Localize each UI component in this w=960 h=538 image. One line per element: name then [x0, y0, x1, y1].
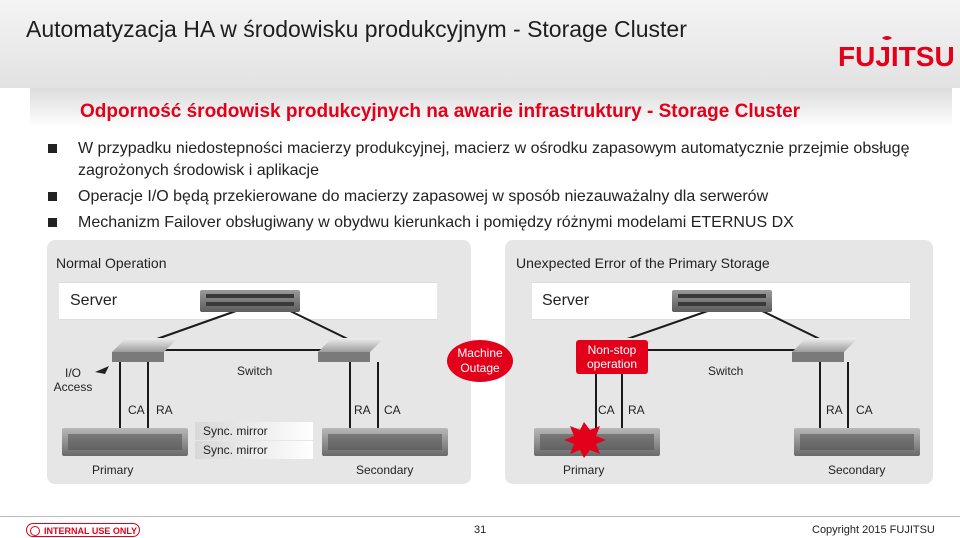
sync-mirror-label-1: Sync. mirror — [195, 422, 313, 440]
io-access-arrow-icon — [95, 366, 109, 374]
copyright-text: Copyright 2015 FUJITSU — [812, 524, 935, 536]
ra-label-left-2: RA — [354, 403, 371, 417]
footer-divider — [0, 516, 960, 517]
unexpected-error-title: Unexpected Error of the Primary Storage — [516, 255, 770, 271]
switch-left-2-icon — [318, 338, 384, 362]
switch-label-right: Switch — [708, 364, 744, 378]
storage-secondary-left-icon — [322, 428, 448, 456]
server-rack-right-icon — [672, 290, 772, 312]
section-subtitle: Odporność środowisk produkcyjnych na awarie infrastruktury - Storage Cluster — [80, 101, 801, 122]
secondary-label-left: Secondary — [356, 463, 414, 477]
ra-label-left-1: RA — [156, 403, 173, 417]
server-rack-left-icon — [200, 290, 300, 312]
bullet-text: Mechanizm Failover obsługiwany w obydwu kierunkach i pomiędzy różnymi modelami ETERNUS DX — [78, 214, 794, 231]
circle-icon — [30, 526, 40, 536]
ra-label-right-2: RA — [826, 403, 843, 417]
storage-primary-left-icon — [62, 428, 188, 456]
ca-label-right-1: CA — [598, 403, 615, 417]
bullet-text: Operacje I/O będą przekierowane do macierzy zapasowej w sposób niezauważalny dla serwerów — [78, 188, 769, 205]
page-number: 31 — [474, 524, 487, 536]
ca-label-left-2: CA — [384, 403, 401, 417]
primary-label-right: Primary — [563, 463, 605, 477]
slide-title: Automatyzacja HA w środowisku produkcyjnym - Storage Cluster — [26, 16, 687, 42]
machine-outage-badge: Machine Outage — [447, 340, 513, 382]
nonstop-operation-badge: Non-stop operation — [576, 340, 648, 374]
primary-label-left: Primary — [92, 463, 134, 477]
server-label-left: Server — [70, 292, 118, 309]
normal-operation-title: Normal Operation — [56, 255, 167, 271]
io-access-label: I/O Access — [53, 366, 93, 394]
logo-text: FUJITSU — [838, 41, 955, 72]
sync-mirror-label-2: Sync. mirror — [195, 441, 313, 459]
ca-label-left-1: CA — [128, 403, 145, 417]
internal-use-text: INTERNAL USE ONLY — [44, 526, 138, 536]
storage-secondary-right-icon — [794, 428, 920, 456]
server-label-right: Server — [542, 292, 590, 309]
ca-label-right-2: CA — [856, 403, 873, 417]
switch-right-2-icon — [792, 338, 858, 362]
ra-label-right-1: RA — [628, 403, 645, 417]
secondary-label-right: Secondary — [828, 463, 886, 477]
switch-label-left: Switch — [237, 364, 273, 378]
bullet-text: W przypadku niedostepności macierzy produkcyjnej, macierz w ośrodku zapasowym automatycznie przejmie obsługę zagrożonych środowisk i aplikacje — [78, 140, 910, 179]
internal-use-badge — [26, 523, 140, 537]
